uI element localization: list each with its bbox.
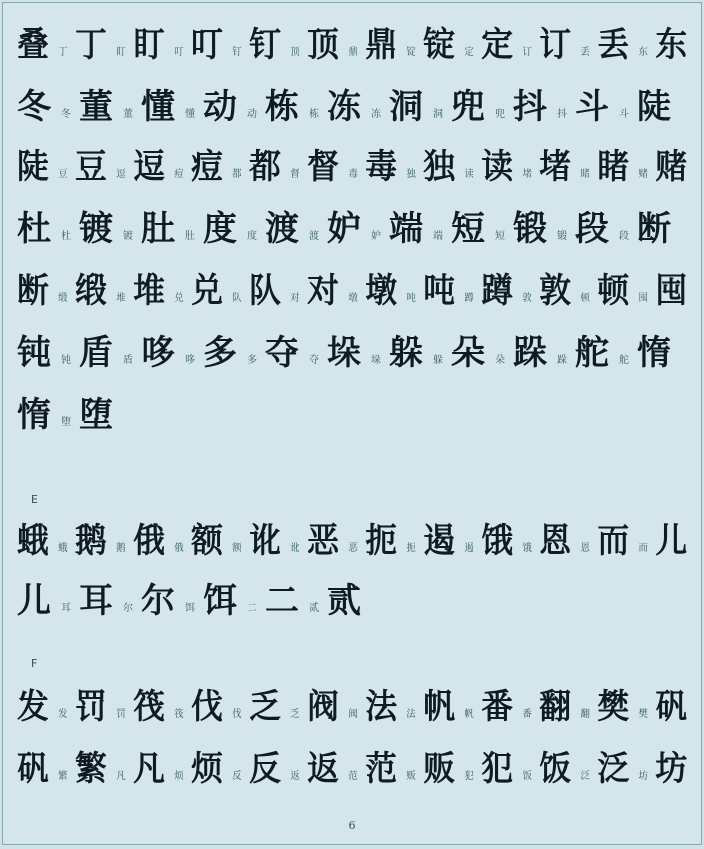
standard-char: 贩 [406, 770, 416, 782]
page-number: 6 [348, 819, 356, 832]
standard-char: 恩 [580, 542, 590, 554]
standard-char: 囤 [638, 292, 648, 304]
standard-char: 赌 [638, 168, 648, 180]
calligraphy-char: 陡 [637, 86, 671, 127]
calligraphy-char: 翻 [539, 686, 572, 727]
standard-char: 朵 [495, 354, 505, 366]
standard-char: 独 [406, 168, 416, 180]
standard-char: 冻 [371, 108, 381, 120]
standard-char: 饵 [185, 602, 195, 614]
calligraphy-char: 断 [637, 208, 671, 249]
calligraphy-char: 范 [365, 748, 398, 789]
calligraphy-char: 跺 [513, 332, 547, 373]
calligraphy-char: 饿 [481, 520, 514, 561]
calligraphy-char: 独 [423, 146, 456, 187]
calligraphy-char: 锭 [423, 24, 456, 65]
calligraphy-char: 法 [365, 686, 398, 727]
calligraphy-char: 烦 [191, 748, 223, 789]
standard-char: 反 [232, 770, 242, 782]
standard-char: 耳 [61, 602, 71, 614]
standard-char: 堆 [116, 292, 126, 304]
calligraphy-char: 囤 [655, 270, 688, 311]
standard-char: 阀 [348, 708, 358, 720]
calligraphy-char: 杜 [17, 208, 51, 249]
calligraphy-char: 遏 [423, 520, 456, 561]
standard-char: 法 [406, 708, 416, 720]
calligraphy-char: 冬 [17, 86, 51, 127]
standard-char: 翻 [580, 708, 590, 720]
standard-char: 讹 [290, 542, 300, 554]
calligraphy-char: 额 [191, 520, 223, 561]
calligraphy-char: 订 [539, 24, 572, 65]
standard-char: 钉 [232, 46, 242, 58]
standard-char: 伐 [232, 708, 242, 720]
standard-char: 懂 [185, 108, 195, 120]
standard-char: 舵 [619, 354, 629, 366]
calligraphy-char: 坊 [655, 748, 688, 789]
standard-char: 吨 [406, 292, 416, 304]
standard-char: 多 [247, 354, 257, 366]
standard-char: 逗 [116, 168, 126, 180]
standard-char: 跺 [557, 354, 567, 366]
standard-char: 饿 [522, 542, 532, 554]
calligraphy-char: 叠 [17, 24, 49, 65]
standard-char: 番 [522, 708, 532, 720]
calligraphy-char: 定 [481, 24, 514, 65]
standard-char: 端 [433, 230, 443, 242]
calligraphy-char: 垛 [327, 332, 361, 373]
calligraphy-char: 扼 [365, 520, 398, 561]
calligraphy-char: 朵 [451, 332, 485, 373]
standard-char: 抖 [557, 108, 567, 120]
standard-char: 斗 [619, 108, 629, 120]
char-row-10 [17, 673, 688, 733]
calligraphy-char: 顿 [597, 270, 630, 311]
calligraphy-char: 贩 [423, 748, 456, 789]
standard-char: 恶 [348, 542, 358, 554]
standard-char: 钝 [61, 354, 71, 366]
calligraphy-char: 帆 [423, 686, 456, 727]
standard-char: 动 [247, 108, 257, 120]
calligraphy-char: 惰 [637, 332, 671, 373]
standard-char: 二 [247, 602, 257, 614]
standard-char: 发 [58, 708, 68, 720]
calligraphy-char: 蛾 [17, 520, 49, 561]
standard-char: 丁 [58, 46, 68, 58]
calligraphy-char: 墩 [365, 270, 398, 311]
standard-char: 缎 [58, 292, 68, 304]
calligraphy-char: 抖 [513, 86, 547, 127]
standard-char: 垛 [371, 354, 381, 366]
calligraphy-char: 舵 [575, 332, 609, 373]
calligraphy-char: 缎 [75, 270, 107, 311]
char-row-8 [17, 507, 688, 567]
standard-char: 丢 [580, 46, 590, 58]
standard-char: 睹 [580, 168, 590, 180]
calligraphy-char: 犯 [481, 748, 514, 789]
standard-char: 锭 [406, 46, 416, 58]
calligraphy-char: 躲 [389, 332, 423, 373]
char-row-2 [17, 73, 687, 133]
standard-char: 锻 [557, 230, 567, 242]
standard-char: 栋 [309, 108, 319, 120]
calligraphy-char: 盾 [79, 332, 113, 373]
standard-char: 董 [123, 108, 133, 120]
char-row-7 [17, 381, 687, 441]
calligraphy-char: 督 [307, 146, 339, 187]
calligraphy-char: 伐 [191, 686, 223, 727]
calligraphy-char: 锻 [513, 208, 547, 249]
char-row-4 [17, 195, 687, 255]
standard-char: 返 [290, 770, 300, 782]
calligraphy-char: 泛 [597, 748, 630, 789]
standard-char: 叮 [174, 46, 184, 58]
calligraphy-char: 懂 [141, 86, 175, 127]
calligraphy-char: 惰 [17, 394, 51, 435]
standard-char: 肚 [185, 230, 195, 242]
calligraphy-char: 饵 [203, 580, 237, 621]
calligraphy-char: 丢 [597, 24, 630, 65]
standard-char: 痘 [174, 168, 184, 180]
standard-char: 蹲 [464, 292, 474, 304]
calligraphy-char: 短 [451, 208, 485, 249]
char-row-11 [17, 735, 688, 795]
calligraphy-char: 痘 [191, 146, 223, 187]
standard-char: 筏 [174, 708, 184, 720]
calligraphy-char: 睹 [597, 146, 630, 187]
standard-char: 订 [522, 46, 532, 58]
standard-char: 繁 [58, 770, 68, 782]
standard-char: 都 [232, 168, 242, 180]
calligraphy-char: 二 [265, 580, 299, 621]
calligraphy-char: 阀 [307, 686, 339, 727]
calligraphy-char: 罚 [75, 686, 107, 727]
standard-char: 帆 [464, 708, 474, 720]
standard-char: 蛾 [58, 542, 68, 554]
standard-char: 度 [247, 230, 257, 242]
calligraphy-char: 东 [655, 24, 688, 65]
calligraphy-char: 陡 [17, 146, 49, 187]
char-row-3 [17, 133, 688, 193]
standard-char: 樊 [638, 708, 648, 720]
section-letter-f: F [31, 657, 38, 670]
standard-char: 敦 [522, 292, 532, 304]
calligraphy-char: 夺 [265, 332, 299, 373]
calligraphy-char: 冻 [327, 86, 361, 127]
calligraphy-char: 钝 [17, 332, 51, 373]
standard-char: 杜 [61, 230, 71, 242]
calligraphy-char: 反 [249, 748, 281, 789]
standard-char: 东 [638, 46, 648, 58]
calligraphy-char: 豆 [75, 146, 107, 187]
standard-char: 泛 [580, 770, 590, 782]
standard-char: 罚 [116, 708, 126, 720]
calligraphy-char: 兑 [191, 270, 223, 311]
calligraphy-char: 鹅 [75, 520, 107, 561]
calligraphy-char: 镀 [79, 208, 113, 249]
calligraphy-char: 乏 [249, 686, 281, 727]
calligraphy-char: 多 [203, 332, 237, 373]
calligraphy-char: 尔 [141, 580, 175, 621]
calligraphy-char: 番 [481, 686, 514, 727]
standard-char: 镀 [123, 230, 133, 242]
standard-char: 范 [348, 770, 358, 782]
calligraphy-char: 吨 [423, 270, 456, 311]
calligraphy-char: 兜 [451, 86, 485, 127]
calligraphy-char: 断 [17, 270, 49, 311]
calligraphy-char: 度 [203, 208, 237, 249]
standard-char: 夺 [309, 354, 319, 366]
calligraphy-char: 樊 [597, 686, 630, 727]
calligraphy-char: 筏 [133, 686, 165, 727]
standard-char: 凡 [116, 770, 126, 782]
standard-char: 冬 [61, 108, 71, 120]
calligraphy-char: 段 [575, 208, 609, 249]
standard-char: 顶 [290, 46, 300, 58]
char-row-1 [17, 11, 688, 71]
standard-char: 烦 [174, 770, 184, 782]
standard-char: 队 [232, 292, 242, 304]
calligraphy-char: 董 [79, 86, 113, 127]
standard-char: 堵 [522, 168, 532, 180]
standard-char: 哆 [185, 354, 195, 366]
section-letter-e: E [31, 493, 38, 506]
calligraphy-char: 读 [481, 146, 514, 187]
standard-char: 盾 [123, 354, 133, 366]
standard-char: 饭 [522, 770, 532, 782]
calligraphy-char: 俄 [133, 520, 165, 561]
calligraphy-char: 妒 [327, 208, 361, 249]
calligraphy-char: 敦 [539, 270, 572, 311]
standard-char: 堕 [61, 416, 71, 428]
standard-char: 兑 [174, 292, 184, 304]
calligraphy-char: 繁 [75, 748, 107, 789]
char-row-5 [17, 257, 688, 317]
standard-char: 短 [495, 230, 505, 242]
standard-char: 额 [232, 542, 242, 554]
calligraphy-char: 动 [203, 86, 237, 127]
standard-char: 盯 [116, 46, 126, 58]
char-row-6 [17, 319, 687, 379]
calligraphy-char: 凡 [133, 748, 165, 789]
standard-char: 兜 [495, 108, 505, 120]
standard-char: 督 [290, 168, 300, 180]
calligraphy-char: 毒 [365, 146, 398, 187]
standard-char: 墩 [348, 292, 358, 304]
standard-char: 扼 [406, 542, 416, 554]
calligraphy-page [2, 2, 702, 845]
calligraphy-char: 对 [307, 270, 339, 311]
calligraphy-char: 都 [249, 146, 281, 187]
calligraphy-char: 洞 [389, 86, 423, 127]
standard-char: 顿 [580, 292, 590, 304]
calligraphy-char: 恩 [539, 520, 572, 561]
standard-char: 毒 [348, 168, 358, 180]
calligraphy-char: 堆 [133, 270, 165, 311]
standard-char: 对 [290, 292, 300, 304]
calligraphy-char: 队 [249, 270, 281, 311]
calligraphy-char: 堕 [79, 394, 113, 435]
calligraphy-char: 丁 [75, 24, 107, 65]
calligraphy-char: 返 [307, 748, 339, 789]
calligraphy-char: 哆 [141, 332, 175, 373]
calligraphy-char: 儿 [17, 580, 51, 621]
calligraphy-char: 贰 [327, 580, 361, 621]
calligraphy-char: 渡 [265, 208, 299, 249]
standard-char: 乏 [290, 708, 300, 720]
calligraphy-char: 饭 [539, 748, 572, 789]
calligraphy-char: 蹲 [481, 270, 514, 311]
calligraphy-char: 顶 [307, 24, 339, 65]
standard-char: 鹅 [116, 542, 126, 554]
calligraphy-char: 肚 [141, 208, 175, 249]
calligraphy-char: 逗 [133, 146, 165, 187]
standard-char: 定 [464, 46, 474, 58]
standard-char: 妒 [371, 230, 381, 242]
standard-char: 贰 [309, 602, 319, 614]
calligraphy-char: 斗 [575, 86, 609, 127]
standard-char: 而 [638, 542, 648, 554]
calligraphy-char: 恶 [307, 520, 339, 561]
calligraphy-char: 儿 [655, 520, 688, 561]
calligraphy-char: 端 [389, 208, 423, 249]
standard-char: 豆 [58, 168, 68, 180]
calligraphy-char: 叮 [191, 24, 223, 65]
standard-char: 尔 [123, 602, 133, 614]
standard-char: 遏 [464, 542, 474, 554]
calligraphy-char: 耳 [79, 580, 113, 621]
standard-char: 段 [619, 230, 629, 242]
calligraphy-char: 矾 [17, 748, 49, 789]
standard-char: 躲 [433, 354, 443, 366]
calligraphy-char: 钉 [249, 24, 281, 65]
calligraphy-char: 而 [597, 520, 630, 561]
standard-char: 洞 [433, 108, 443, 120]
calligraphy-char: 堵 [539, 146, 572, 187]
standard-char: 读 [464, 168, 474, 180]
calligraphy-char: 发 [17, 686, 49, 727]
standard-char: 渡 [309, 230, 319, 242]
calligraphy-char: 栋 [265, 86, 299, 127]
standard-char: 俄 [174, 542, 184, 554]
standard-char: 坊 [638, 770, 648, 782]
char-row-9 [17, 567, 687, 627]
calligraphy-char: 矾 [655, 686, 688, 727]
calligraphy-char: 赌 [655, 146, 688, 187]
standard-char: 犯 [464, 770, 474, 782]
standard-char: 鼎 [348, 46, 358, 58]
calligraphy-char: 盯 [133, 24, 165, 65]
calligraphy-char: 讹 [249, 520, 281, 561]
calligraphy-char: 鼎 [365, 24, 398, 65]
